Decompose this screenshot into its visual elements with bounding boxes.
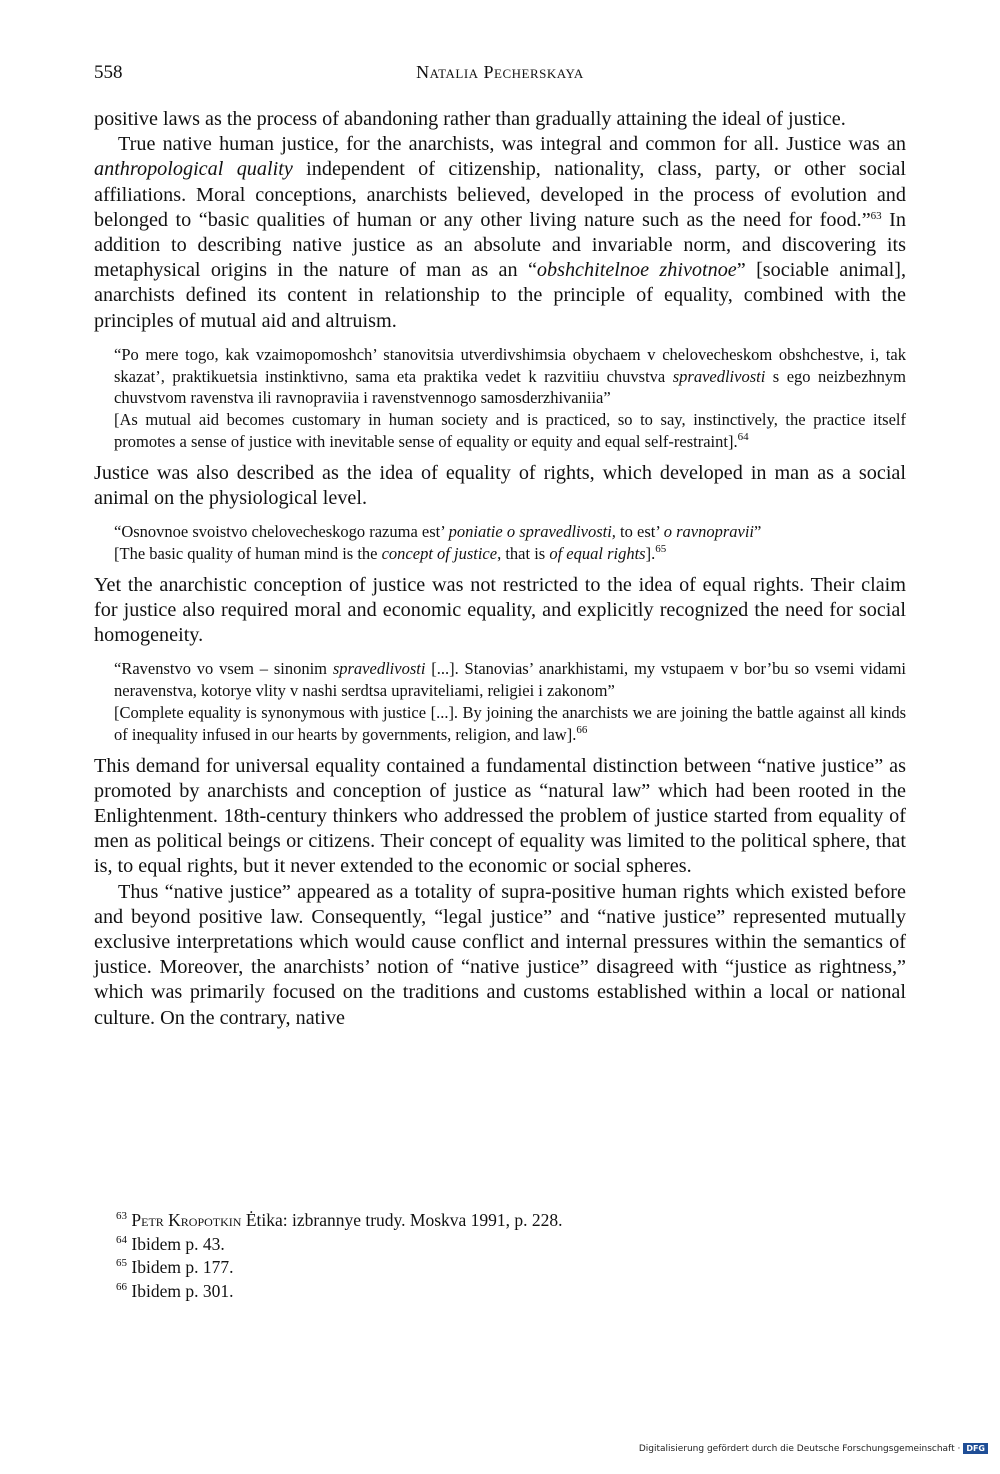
block-quote [114,521,906,565]
footnote-ref[interactable]: 66 [576,723,588,736]
footnote-author: Petr Kropotkin [131,1210,242,1230]
paragraph: positive laws as the process of abandoning rather than gradually attaining the ideal of justice. [94,108,846,130]
footnote: $^{65}$ Ibidem p. 177. [116,1257,234,1277]
footnotes [116,1209,563,1303]
page-number: 558 [94,62,123,83]
paragraph: Thus “native justice” appeared as a totality of supra-positive human rights which existed before and beyond positive law. Consequently, “legal justice” and “native justice” represented mutually exclusive interpretations which would cause conflict and internal pressures within the semantics of justice. Moreover, the anarchists’ notion of “native justice” disagreed with “justice as rightness,” which was primarily focused on the traditions and customs established within a local or national culture. On the contrary, native [94,880,906,1029]
block-quote [114,344,906,453]
footnote: $^{63}$ Petr Kropotkin Ėtika: izbrannye trudy. Moskva 1991, p. 228. [116,1210,563,1230]
running-head: Natalia Pecherskaya [416,62,584,82]
page-header [94,62,906,88]
quote-translation: [As mutual aid becomes customary in human society and is practiced, so to say, instinctively, the practice itself promotes a sense of justice with inevitable sense of equality or equity and equal self-restraint].$^{64}$ [114,410,906,452]
quote-original: “Ravenstvo vo vsem – sinonim spravedlivosti [...]. Stanovias’ anarkhistami, my vstupaem v bor’bu so vsemi vidami neravenstva, kotorye vlity v nashi serdtsa upraviteliami, religiei i zakonom” [114,659,906,701]
digitization-credit: Digitalisierung gefördert durch die Deutsche Forschungsgemeinschaft · DFG [639,1443,988,1454]
body-text [94,107,906,1031]
quote-original: “Po mere togo, kak vzaimopomoshch’ stanovitsia utverdivshimsia obychaem v chelovecheskom obshchestve, i, tak skazat’, praktikuetsia instinktivno, sama eta praktika vedet k razvitiiu chuvstva spravedlivosti s ego neizbezhnym chuvstvom ravenstva ili ravnopraviia i ravenstvennogo samosderzhivaniia” [114,344,906,408]
paragraph: Yet the anarchistic conception of justice was not restricted to the idea of equal rights. Their claim for justice also required moral and economic equality, and explicitly recognized the need for social homogeneity. [94,573,906,647]
paragraph: Justice was also described as the idea of equality of rights, which developed in man as a social animal on the physiological level. [94,461,906,510]
paragraph: True native human justice, for the anarchists, was integral and common for all. Justice was an anthropological quality independent of citizenship, nationality, class, party, or other social affiliations. Moral conceptions, anarchists believed, developed in the process of evolution and belonged to “basic qualities of human or any other living nature such as the need for food.”$^{63}$ In addition to describing native justice as an absolute and invariable norm, and discovering its metaphysical origins in the nature of man as an “obshchitelnoe zhivotnoe” [sociable animal], anarchists defined its content in relationship to the principle of equality, combined with the principles of mutual aid and altruism. [94,133,906,332]
quote-original: “Osnovnoe svoistvo chelovecheskogo razuma est’ poniatie o spravedlivosti, to est’ o ravnopravii” [114,522,762,542]
quote-translation: [Complete equality is synonymous with justice [...]. By joining the anarchists we are joining the battle against all kinds of inequality infused in our hearts by governments, religion, and law].$^{66}$ [114,703,906,744]
footnote-ref[interactable]: 63 [870,209,882,222]
footnote-ref[interactable]: 64 [737,431,749,444]
paragraph: This demand for universal equality contained a fundamental distinction between “native justice” as promoted by anarchists and conception of justice as “natural law” which had been rooted in the Enlightenment. 18th-century thinkers who addressed the problem of justice started from equality of men as political beings or citizens. Their concept of equality was limited to the political sphere, that is, to equal rights, but it never extended to the economic or social spheres. [94,754,906,878]
quote-translation: [The basic quality of human mind is the concept of justice, that is of equal rights].$^{65}$ [114,543,667,564]
footnote: $^{64}$ Ibidem p. 43. [116,1233,225,1254]
dfg-logo-icon: DFG [963,1443,988,1454]
footnote: $^{66}$ Ibidem p. 301. [116,1280,234,1301]
footnote-ref[interactable]: 65 [655,543,667,556]
block-quote [114,658,906,745]
